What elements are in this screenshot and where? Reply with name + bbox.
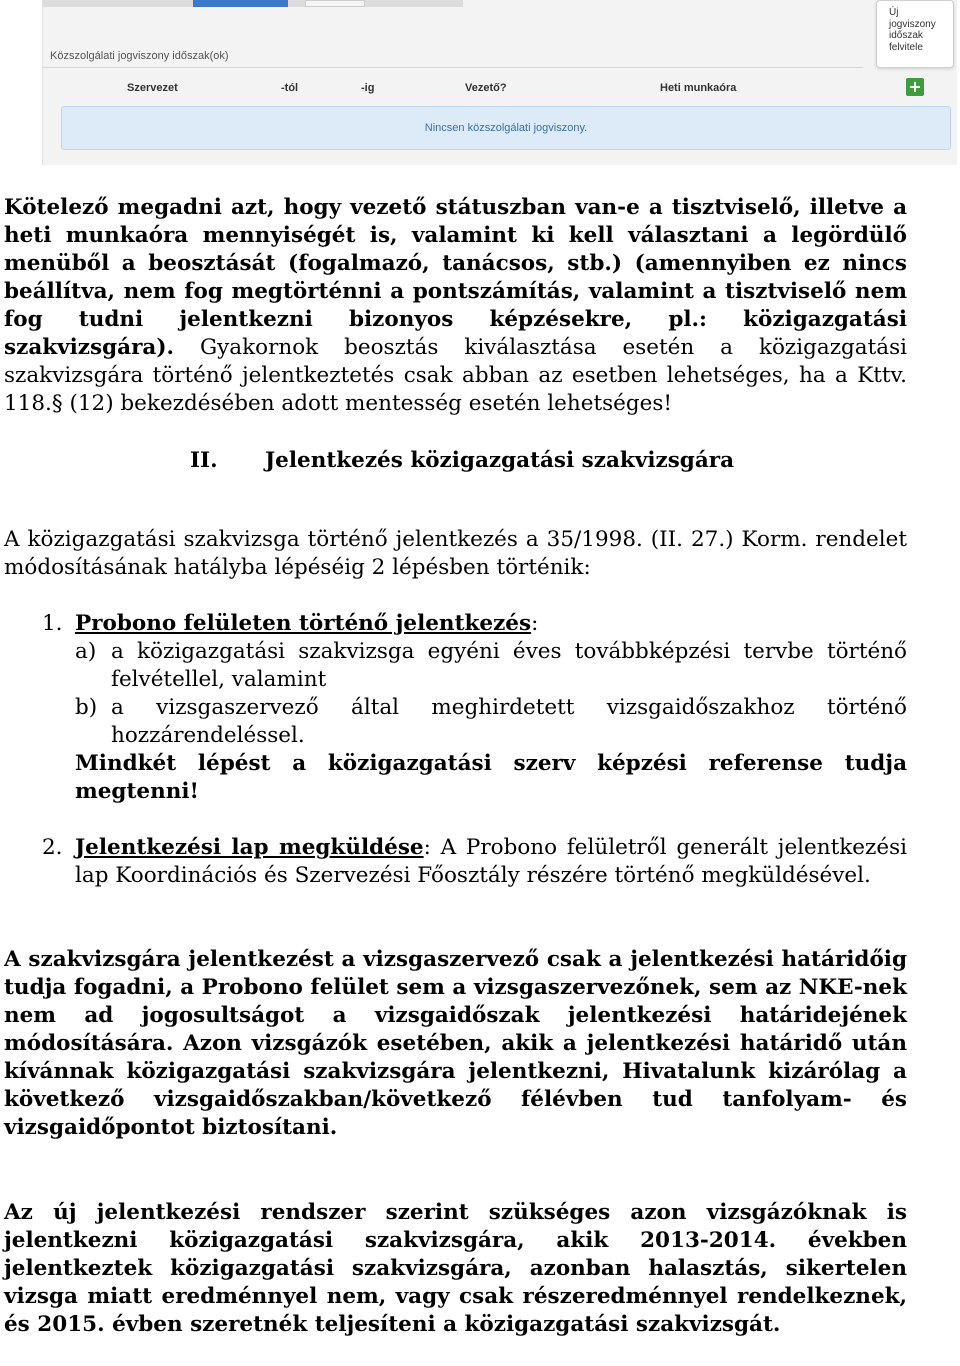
table-header — [43, 82, 873, 98]
deadline-paragraph: A szakvizsgára jelentkezést a vizsgaszervező csak a jelentkezési határidőig tudja fogadni, a Probono felület sem a vizsgaszervezőnek, sem az NKE-nek nem ad jogosultságot a vizsgaidőszak jelentkezési határidejének módosítására. Azon vizsgázók esetében, akik a jelentkezési határidő után kívánnak közigazgatási szakvizsgára jelentkezni, Hivatalunk kizárólag a következő vizsgaidőszakban/következő félévben tud tanfolyam- és vizsgaidőpontot biztosítani. — [4, 947, 907, 1140]
tooltip-line: jogviszony — [889, 18, 936, 30]
tooltip-line: időszak — [889, 30, 923, 41]
step-1-title-suffix: : — [531, 611, 539, 636]
step-2-paragraph — [75, 834, 907, 890]
inactive-tab — [305, 0, 365, 7]
column-header-manager: Vezető? — [465, 82, 507, 94]
tooltip-line: felvitele — [889, 41, 923, 53]
empty-state-alert — [61, 106, 951, 150]
step-1-title — [75, 610, 538, 638]
section-number: II. — [190, 448, 218, 473]
step-2-title: Jelentkezési lap megküldése — [75, 835, 424, 860]
intro-bold-text: Kötelező megadni azt, hogy vezető státuszban van-e a tisztviselő, illetve a heti munkaóra mennyiségét is, valamint ki kell választani a legördülő menüből a beosztását (fogalmazó, tanácsos, stb.) (amennyiben ez nincs beállítva, nem fog megtörténni a pontszámítás, valamint a tisztviselő nem fog tudni jelentkezni bizonyos képzésekre, pl.: közigazgatási szakvizsgára). — [4, 195, 907, 360]
step-1-title-text: Probono felületen történő jelentkezés — [75, 611, 532, 636]
intro-regular-text: Gyakornok beosztás kiválasztása esetén a közigazgatási szakvizsgára történő jelentkeztetés csak abban az esetben lehetséges, ha a Kttv. 118.§ (12) bekezdésében adott mentesség esetén lehetséges! — [4, 335, 907, 416]
tooltip-line: Új — [889, 7, 899, 18]
tab-strip — [43, 0, 463, 7]
column-header-from: -tól — [281, 82, 299, 94]
sub-b-text: a vizsgaszervező által meghirdetett vizsgaidőszakhoz történő hozzárendeléssel. — [111, 695, 907, 748]
sub-b-label: b) — [75, 695, 98, 720]
active-tab-indicator — [193, 0, 288, 7]
add-period-tooltip — [876, 0, 954, 68]
empty-state-message: Nincsen közszolgálati jogviszony. — [424, 122, 588, 134]
column-header-organization: Szervezet — [127, 82, 178, 94]
section-title: Közszolgálati jogviszony időszak(ok) — [50, 50, 229, 62]
step-1-number: 1. — [42, 611, 63, 636]
sub-a-label: a) — [75, 639, 97, 664]
add-period-button[interactable]: + — [906, 78, 924, 96]
step-1-note: Mindkét lépést a közigazgatási szerv képzési referense tudja megtenni! — [75, 751, 907, 804]
step-2-text: : A Probono felületről generált jelentkezési lap Koordinációs és Szervezési Főosztály részére történő megküldésével. — [75, 835, 907, 888]
lead-paragraph: A közigazgatási szakvizsga történő jelentkezés a 35/1998. (II. 27.) Korm. rendelet módosításának hatályba lépéséig 2 lépésben történik: — [4, 527, 907, 580]
column-header-weekly-hours: Heti munkaóra — [660, 82, 737, 94]
sub-a-text: a közigazgatási szakvizsga egyéni éves továbbképzési tervbe történő felvétellel, valamint — [111, 639, 907, 692]
step-2-number: 2. — [42, 835, 63, 860]
new-system-paragraph: Az új jelentkezési rendszer szerint szükséges azon vizsgázóknak is jelentkezni közigazgatási szakvizsgára, akik 2013-2014. években jelentkeztek közigazgatási szakvizsgára, azonban halasztás, sikertelen vizsga miatt eredménnyel nem, vagy csak részeredménnyel rendelkeznek, és 2015. évben szeretnék teljesíteni a közigazgatási szakvizsgát. — [4, 1200, 907, 1337]
section-heading: Jelentkezés közigazgatási szakvizsgára — [265, 448, 735, 473]
section-divider — [43, 67, 863, 68]
app-screenshot — [42, 0, 957, 165]
intro-paragraph — [4, 194, 907, 418]
column-header-to: -ig — [361, 82, 375, 94]
